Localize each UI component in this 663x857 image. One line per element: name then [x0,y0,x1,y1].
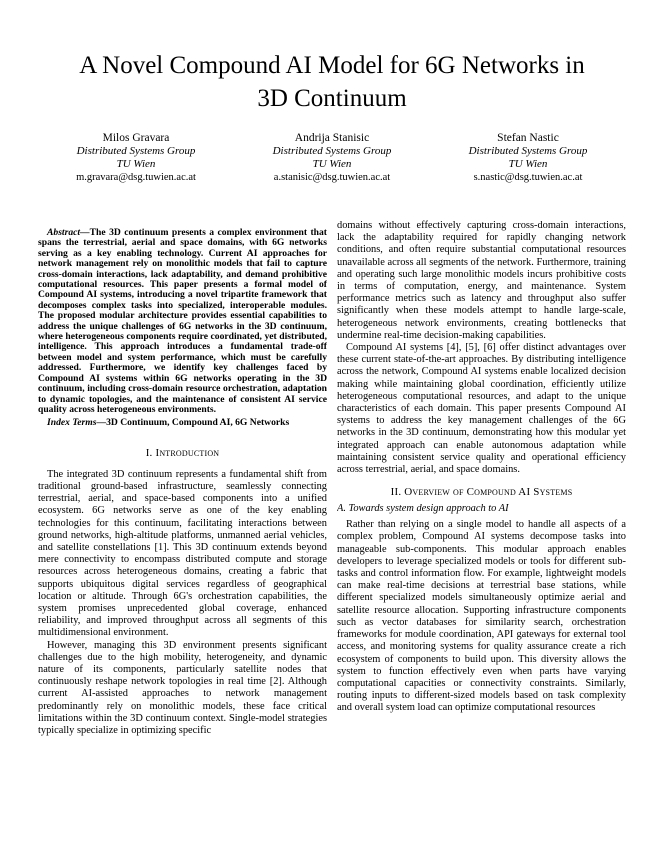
author-2-email: a.stanisic@dsg.tuwien.ac.at [273,172,391,183]
section-heading-introduction: I. Introduction [145,446,220,459]
overview-paragraph-1: Rather than relying on a single model to handle all aspects of a complex problem, Compound AI systems decompose tasks into manageable sub-components. This modular approach enables developers to leverage specialized models or tools for different sub-tasks and control information flow. For example, lightweight models can make real-time decisions at terrestrial base stations, while different specialized models simultaneously optimize aerial and satellite resource allocation. Supporting infrastructure components such as vector databases for similarity search, orchestration frameworks for module coordination, API gateways for external tool access, and monitoring systems for quality assurance create a rich ecosystem of components to build upon. This diversity allows the system to function effectively even when parts have varying computational capacities or connectivity constraints. Similarly, routing inputs to different-sized models based on task complexity and overall system load can optimize computational resources [337,519,626,714]
index-terms-label: Index Terms— [47,417,107,429]
author-1-group: Distributed Systems Group [76,145,196,157]
paper-title-line1: A Novel Compound AI Model for 6G Networks in [79,52,585,79]
author-2-name: Andrija Stanisic [294,132,370,144]
index-terms [38,418,327,428]
author-1-institution: TU Wien [116,158,156,170]
author-2-institution: TU Wien [312,158,352,170]
section-heading-overview: II. Overview of Compound AI Systems [390,486,573,499]
author-1-name: Milos Gravara [102,132,170,144]
intro-paragraph-3: Compound AI systems [4], [5], [6] offer distinct advantages over these current state-of-the-art approaches. By distributing intelligence across the network, Compound AI systems enable localized decision making while maintaining global coordination, efficiently utilize heterogeneous computational resources, and adapt to the unique characteristics of each domain. This paper presents Compound AI systems to address the key management challenges of the 6G networks in the 3D continuum, demonstrating how this modular yet integrated approach can enable autonomous adaptation while maintaining consistent service quality and operational efficiency across terrestrial, aerial, and space domains. [337,342,626,476]
intro-paragraph-2: However, managing this 3D environment presents significant challenges due to the high mobility, heterogeneity, and dynamic nature of its components, particularly satellite nodes that continuously reshape network topologies in real time [2]. Although current AI-assisted approaches to network management predominantly rely on monolithic models, these face critical limitations within the 3D continuum context. Single-model strategies typically specialize in optimizing specific [38,639,327,736]
author-3 [430,132,626,184]
intro-paragraph-1: The integrated 3D continuum represents a fundamental shift from traditional ground-based infrastructure, seamlessly connecting terrestrial, aerial, and space-based components into a unified ecosystem. 6G networks serve as one of the key enabling technologies for this continuum, facilitating interactions between ground networks, high-altitude platforms, unmanned aerial vehicles, and satellite constellations [1]. This 3D continuum extends beyond mere connectivity to encompass distributed compute and storage resources across heterogeneous domains, creating a fabric that supports ubiquitous digital services regardless of geographical location or altitude. Through 6G's orchestration capabilities, the system promises unprecedented global coverage, enhanced reliability, and improved throughput across all segments of this multidimensional environment. [38,468,327,639]
author-1-email: m.gravara@dsg.tuwien.ac.at [76,172,196,183]
intro-paragraph-2-continued: domains without effectively capturing cross-domain interactions, lack the adaptability required for rapidly changing network conditions, and often require substantial computational resources unavailable across all segments of the network. Furthermore, training and operating such large monolithic models incurs prohibitive costs in terms of computation, energy, and maintenance. System performance metrics such as latency and throughput also suffer significantly when these models attempt to handle large-scale, heterogeneous network environments, creating bottlenecks that undermine real-time decision-making capabilities. [337,220,626,341]
index-terms-text: 3D Continuum, Compound AI, 6G Networks [106,417,290,429]
abstract-label: Abstract— [47,227,90,238]
author-3-name: Stefan Nastic [497,132,559,144]
subsection-heading-system-design: A. Towards system design approach to AI [337,503,509,515]
two-column-body [38,220,626,820]
author-1 [38,132,234,184]
author-block [38,132,626,184]
author-2-group: Distributed Systems Group [272,145,392,157]
right-column [337,220,626,820]
paper-title [38,49,626,115]
abstract [38,228,327,415]
author-3-email: s.nastic@dsg.tuwien.ac.at [473,172,583,183]
author-3-institution: TU Wien [508,158,548,170]
abstract-text: The 3D continuum presents a complex environment that spans the terrestrial, aerial and space domains, with 6G networks serving as a key enabling technology. Current AI approaches for network management rely on monolithic models that fail to capture cross-domain interactions, lack adaptability, and demand prohibitive computational resources. This paper presents a formal model of Compound AI systems, introducing a novel tripartite framework that decomposes complex tasks into specialized, interoperable modules. The proposed modular architecture provides essential capabilities to address the unique challenges of 6G networks in the 3D continuum, where heterogeneous components require coordinated, yet distributed, intelligence. This approach introduces a fundamental trade-off between model and system performance, which must be carefully addressed. Furthermore, we identify key challenges faced by Compound AI systems within 6G networks operating in the 3D continuum, including cross-domain resource orchestration, adaptation to dynamic topologies, and the maintenance of consistent AI service quality across heterogeneous environments. [38,227,327,415]
paper-title-line2: 3D Continuum [257,85,407,112]
author-2 [234,132,430,184]
left-column [38,220,327,820]
author-3-group: Distributed Systems Group [468,145,588,157]
